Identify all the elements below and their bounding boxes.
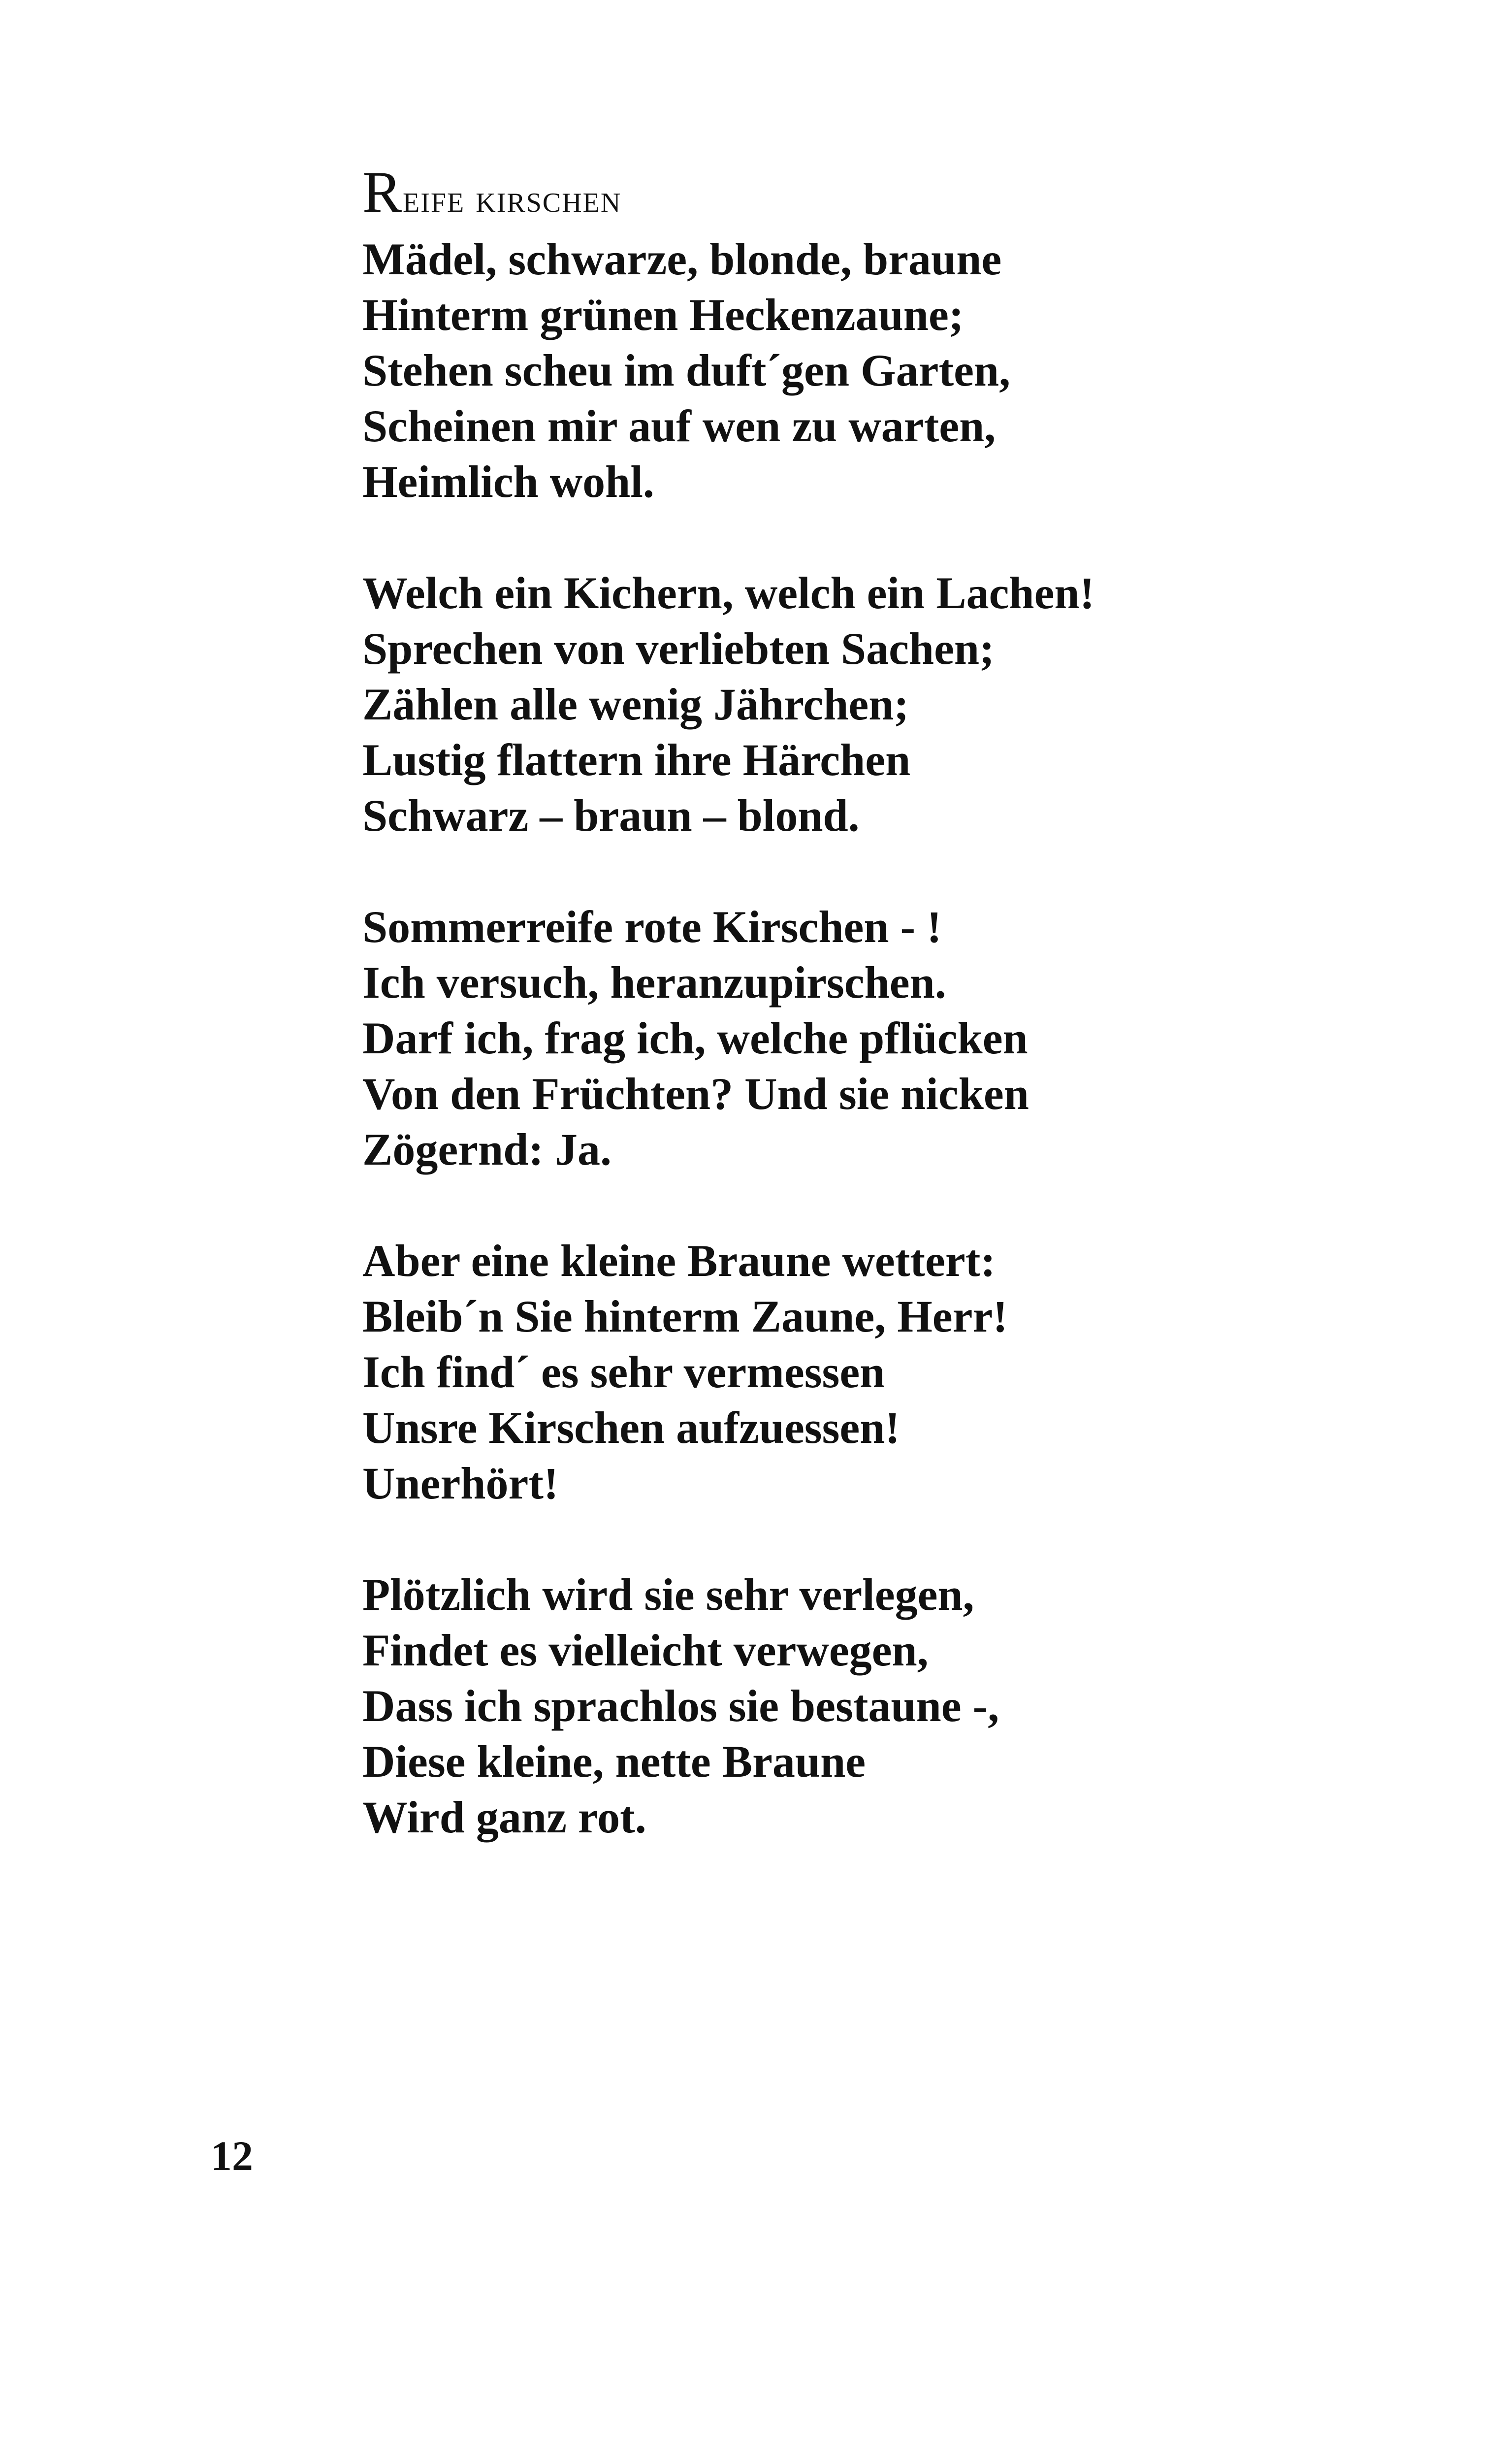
poem-line: Bleib´n Sie hinterm Zaune, Herr!: [362, 1291, 1008, 1341]
poem-line: Sprechen von verliebten Sachen;: [362, 623, 995, 674]
poem-line: Dass ich sprachlos sie bestaune -,: [362, 1681, 999, 1731]
poem-line: Sommerreife rote Kirschen - !: [362, 902, 942, 952]
poem-line: Scheinen mir auf wen zu warten,: [362, 401, 996, 451]
poem-line: Schwarz – braun – blond.: [362, 790, 860, 841]
poem-line: Heimlich wohl.: [362, 456, 654, 507]
poem-line: Zögernd: Ja.: [362, 1124, 611, 1174]
poem-line: Ich versuch, heranzupirschen.: [362, 957, 946, 1008]
stanza: [362, 231, 1396, 510]
poem-title-rest: eife kirschen: [403, 177, 622, 221]
stanza: [362, 1567, 1396, 1845]
poem-line: Plötzlich wird sie sehr verlegen,: [362, 1569, 974, 1620]
poem-line: Aber eine kleine Braune wettert:: [362, 1236, 996, 1286]
poem-line: Von den Früchten? Und sie nicken: [362, 1069, 1029, 1119]
poem-line: Wird ganz rot.: [362, 1792, 646, 1842]
stanza: [362, 565, 1396, 844]
poem-line: Unerhört!: [362, 1458, 559, 1508]
poem-stanzas: [362, 231, 1396, 1845]
poem-title: [362, 159, 1396, 231]
stanza: [362, 899, 1396, 1177]
poem-line: Darf ich, frag ich, welche pflücken: [362, 1013, 1028, 1063]
poem-line: Mädel, schwarze, blonde, braune: [362, 234, 1002, 284]
page-number: 12: [211, 2132, 253, 2180]
poem-line: Findet es vielleicht verwegen,: [362, 1625, 929, 1675]
poem-title-initial: R: [362, 159, 403, 225]
poem-line: Welch ein Kichern, welch ein Lachen!: [362, 568, 1095, 618]
poem-line: Hinterm grünen Heckenzaune;: [362, 290, 964, 340]
poem-line: Ich find´ es sehr vermessen: [362, 1347, 885, 1397]
poem-line: Unsre Kirschen aufzuessen!: [362, 1402, 901, 1453]
poem-line: Diese kleine, nette Braune: [362, 1736, 866, 1787]
poem-line: Zählen alle wenig Jährchen;: [362, 679, 909, 729]
poem-line: Stehen scheu im duft´gen Garten,: [362, 345, 1011, 395]
poem: [362, 159, 1396, 1845]
stanza: [362, 1233, 1396, 1511]
poem-line: Lustig flattern ihre Härchen: [362, 735, 911, 785]
